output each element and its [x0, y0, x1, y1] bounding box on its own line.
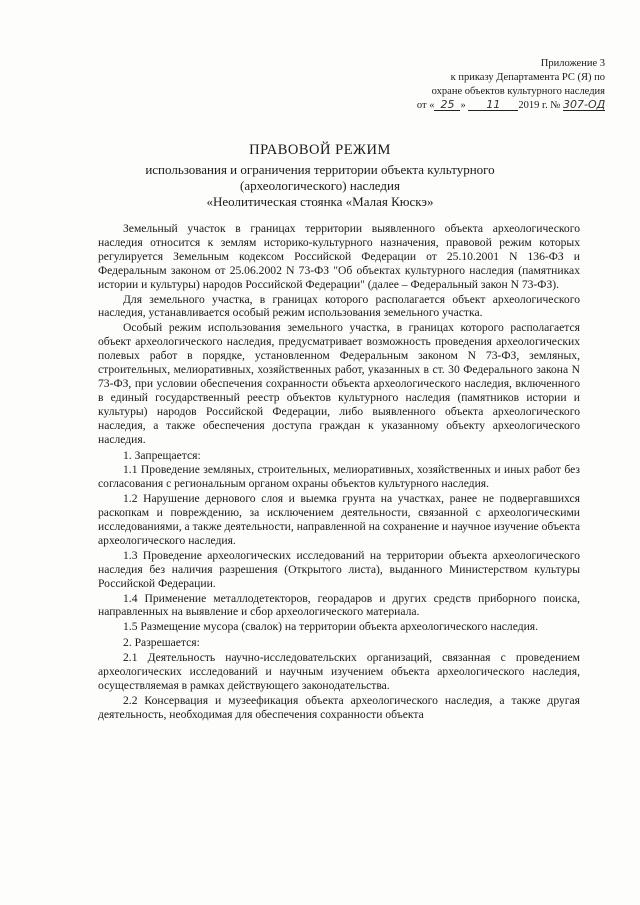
title-line-2: использования и ограничения территории объекта культурного: [145, 162, 495, 177]
document-title: [96, 142, 544, 210]
prohibited-item: 1.1 Проведение земляных, строительных, мелиоративных, хозяйственных и иных работ без согласования с региональным органом охраны объектов культурного наследия.: [98, 463, 580, 491]
paragraph-land-status: Земельный участок в границах территории выявленного объекта археологического наследия относится к землям историко-культурного назначения, правовой режим которых регулируется Земельным кодексом Российской Федерации от 25.10.2001 N 136-ФЗ и Федеральным законом от 25.06.2002 N 73-ФЗ "Об объектах культурного наследия (памятниках истории и культуры) народов Российской Федерации" (далее – Федеральный закон N 73-ФЗ).: [98, 222, 580, 291]
appendix-order-ref: к приказу Департамента РС (Я) по: [450, 72, 605, 83]
appendix-label: Приложение 3: [540, 58, 605, 69]
paragraph-regime-details: Особый режим использования земельного участка, в границах которого располагается объект археологического наследия, предусматривает возможность проведения археологических полевых работ в порядке, установленном Федеральным законом N 73-ФЗ, земляных, строительных, мелиоративных, хозяйственных работ, указанных в ст. 30 Федерального закона N 73-ФЗ, при условии обеспечения сохранности объекта археологического наследия, включенного в единый государственный реестр объектов культурного наследия (памятников истории и культуры) народов Российской Федерации, либо выявленного объекта археологического наследия, а также обеспечения доступа граждан к указанному объекту археологического наследия.: [98, 321, 580, 446]
title-line-3: (археологического) наследия: [240, 178, 400, 193]
paragraph-special-regime: Для земельного участка, в границах которого располагается объект археологического наследия, устанавливается особый режим использования земельного участка.: [98, 292, 580, 320]
handwritten-month: 11: [468, 99, 518, 111]
date-year: 2019 г. №: [518, 100, 561, 111]
title-main: ПРАВОВОЙ РЕЖИМ: [249, 142, 391, 158]
prohibited-item: 1.4 Применение металлодетекторов, георадаров и других средств приборного поиска, направленных на выявление и сбор археологического материала.: [98, 591, 580, 619]
prohibited-item: 1.5 Размещение мусора (свалок) на территории объекта археологического наследия.: [123, 620, 539, 634]
handwritten-day: 25: [434, 99, 460, 111]
allowed-item: 2.1 Деятельность научно-исследовательских организаций, связанная с проведением археологических исследований и научным изучением объекта археологического наследия, осуществляемая в рамках действующего законодательства.: [98, 651, 580, 692]
date-quote: »: [460, 100, 469, 111]
allowed-heading: 2. Разрешается:: [123, 636, 200, 650]
document-body: [98, 222, 580, 723]
appendix-header: [380, 57, 605, 113]
title-line-4: «Неолитическая стоянка «Малая Кюскэ»: [206, 194, 434, 209]
date-prefix: от «: [416, 100, 435, 111]
appendix-date-line: [380, 99, 605, 113]
handwritten-order-number: 307-ОД: [563, 98, 606, 111]
prohibited-item: 1.2 Нарушение дернового слоя и выемка грунта на участках, ранее не подвергавшихся раскопкам и повреждению, за исключением деятельности, связанной с археологическими исследованиями, а также деятельности, направленной на сохранение и научное изучение объекта археологического наследия.: [98, 492, 580, 547]
appendix-department: охране объектов культурного наследия: [431, 86, 605, 97]
prohibited-item: 1.3 Проведение археологических исследований на территории объекта археологического наследия без наличия разрешения (Открытого листа), выданного Министерством культуры Российской Федерации.: [98, 548, 580, 590]
allowed-item: 2.2 Консервация и музеефикация объекта археологического наследия, а также другая деятельность, необходимая для обеспечения сохранности объекта: [98, 693, 580, 721]
prohibited-heading: 1. Запрещается:: [123, 448, 201, 462]
